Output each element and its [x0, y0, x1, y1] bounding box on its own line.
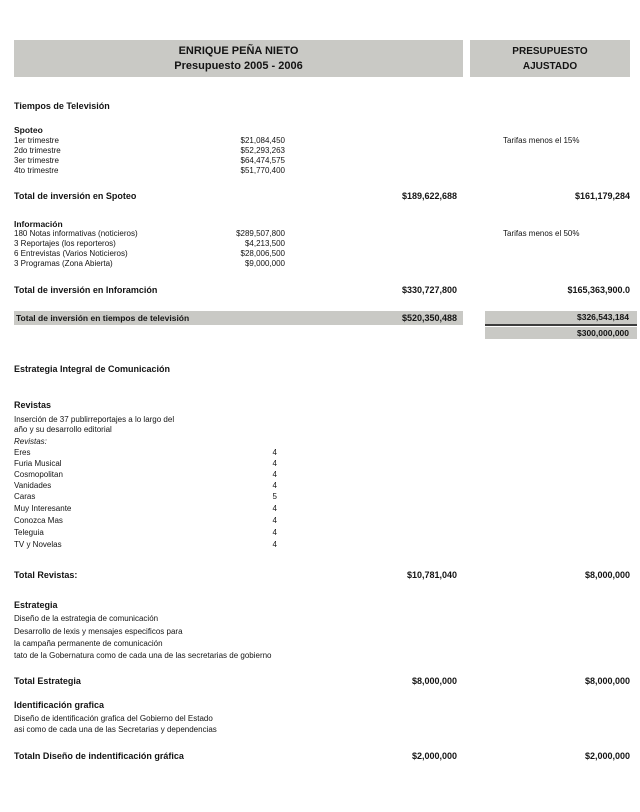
description-line	[0, 614, 640, 625]
subsection-title-informacion: Información	[14, 219, 63, 229]
total-label: Totaln Diseño de indentificación gráfica	[14, 751, 184, 761]
magazine-name: Eres	[14, 448, 31, 457]
row-label: 1er trimestre	[14, 136, 59, 145]
magazine-qty: 4	[272, 459, 277, 468]
table-row	[0, 259, 640, 270]
total-amount: $8,000,000	[411, 676, 457, 686]
magazine-qty: 4	[272, 528, 277, 537]
description-text: año y su desarrollo editorial	[14, 425, 112, 434]
magazine-qty: 4	[272, 448, 277, 457]
row-label: 3 Reportajes (los reporteros)	[14, 239, 116, 248]
magazine-qty: 4	[272, 504, 277, 513]
description-text: tato de la Gobernatura como de cada una de las secretarias de gobierno	[14, 651, 272, 660]
total-adjusted-amount: $8,000,000	[584, 676, 630, 686]
subsection-title-identificacion: Identificación grafica	[14, 700, 105, 710]
description-line	[0, 425, 640, 436]
list-item	[0, 481, 640, 492]
magazine-qty: 4	[272, 516, 277, 525]
section-title-estrategia-integral: Estrategia Integral de Comunicación	[14, 364, 171, 374]
magazine-qty: 5	[272, 492, 277, 501]
total-amount: $330,727,800	[401, 285, 457, 295]
grand-total-adjusted-final-amount: $300,000,000	[577, 328, 629, 338]
row-amount: $52,293,263	[240, 146, 285, 155]
magazine-name: Furia Musical	[14, 459, 62, 468]
magazine-name: Caras	[14, 492, 36, 501]
description-text: Diseño de la estrategia de comunicación	[14, 614, 159, 623]
subsection-title-spoteo: Spoteo	[14, 125, 43, 135]
list-item	[0, 528, 640, 539]
description-line	[0, 437, 640, 448]
magazine-name: Cosmopolitan	[14, 470, 63, 479]
row-amount: $51,770,400	[240, 166, 285, 175]
tariff-note: Tarifas menos el 50%	[503, 229, 580, 238]
row-label: 6 Entrevistas (Varios Noticieros)	[14, 249, 128, 258]
description-line	[0, 639, 640, 650]
grand-total-amount: $520,350,488	[401, 313, 457, 323]
total-amount: $10,781,040	[406, 570, 457, 580]
adjusted-budget-header-box	[470, 40, 630, 77]
total-label: Total de inversión en Spoteo	[14, 191, 137, 201]
row-label: 3er trimestre	[14, 156, 59, 165]
total-amount: $189,622,688	[401, 191, 457, 201]
magazine-name: Conozca Mas	[14, 516, 63, 525]
row-amount: $9,000,000	[244, 259, 285, 268]
adjusted-budget-header-line2: AJUSTADO	[522, 61, 578, 72]
document-title-line1: ENRIQUE PEÑA NIETO	[178, 45, 299, 57]
row-amount: $21,084,450	[240, 136, 285, 145]
grand-total-band	[14, 311, 463, 325]
description-text: la campaña permanente de comunicación	[14, 639, 163, 648]
row-label: 3 Programas (Zona Abierta)	[14, 259, 113, 268]
grand-total-adjusted-amount: $326,543,184	[577, 312, 629, 322]
total-row-identificacion	[0, 751, 640, 763]
adjusted-budget-header-line1: PRESUPUESTO	[512, 46, 588, 57]
total-adjusted-amount: $8,000,000	[584, 570, 630, 580]
subsection-title-revistas: Revistas	[14, 400, 52, 410]
description-text: asi como de cada una de las Secretarias y dependencias	[14, 725, 217, 734]
list-item	[0, 540, 640, 551]
magazine-name: Teleguia	[14, 528, 44, 537]
total-label: Total de inversión en Inforamción	[14, 285, 158, 295]
total-adjusted-amount: $161,179,284	[574, 191, 630, 201]
table-row	[0, 166, 640, 177]
tariff-note: Tarifas menos el 15%	[503, 136, 580, 145]
magazine-qty: 4	[272, 481, 277, 490]
total-amount: $2,000,000	[411, 751, 457, 761]
total-row-revistas	[0, 570, 640, 582]
grand-total-adjusted-final-box	[485, 327, 637, 339]
row-amount: $289,507,800	[236, 229, 285, 238]
total-row-spoteo	[0, 191, 640, 203]
section-title-tv: Tiempos de Televisión	[14, 101, 110, 111]
description-line	[0, 725, 640, 736]
magazine-name: Vanidades	[14, 481, 52, 490]
total-label: Total Estrategia	[14, 676, 81, 686]
magazine-name: TV y Novelas	[14, 540, 62, 549]
total-adjusted-amount: $2,000,000	[584, 751, 630, 761]
grand-total-label: Total de inversión en tiempos de televisión	[16, 313, 190, 323]
row-amount: $4,213,500	[244, 239, 285, 248]
row-amount: $64,474,575	[240, 156, 285, 165]
description-line	[0, 714, 640, 725]
magazine-list-label: Revistas:	[14, 437, 47, 446]
description-line	[0, 651, 640, 662]
magazine-name: Muy Interesante	[14, 504, 72, 513]
grand-total-adjusted-box	[485, 311, 637, 326]
description-line	[0, 627, 640, 638]
row-label: 2do trimestre	[14, 146, 61, 155]
row-amount: $28,006,500	[240, 249, 285, 258]
subsection-title-estrategia: Estrategia	[14, 600, 58, 610]
description-text: Diseño de identificación grafica del Gobierno del Estado	[14, 714, 213, 723]
description-text: Inserción de 37 publirreportajes a lo largo del	[14, 415, 175, 424]
magazine-qty: 4	[272, 470, 277, 479]
total-row-estrategia	[0, 676, 640, 688]
document-title-box	[14, 40, 463, 77]
document-title-line2: Presupuesto 2005 - 2006	[174, 60, 303, 72]
total-row-informacion	[0, 285, 640, 297]
magazine-qty: 4	[272, 540, 277, 549]
list-item	[0, 470, 640, 481]
total-label: Total Revistas:	[14, 570, 78, 580]
total-adjusted-amount: $165,363,900.0	[567, 285, 630, 295]
row-label: 180 Notas informativas (noticieros)	[14, 229, 138, 238]
list-item	[0, 516, 640, 527]
list-item	[0, 492, 640, 503]
list-item	[0, 504, 640, 515]
list-item	[0, 459, 640, 470]
row-label: 4to trimestre	[14, 166, 59, 175]
list-item	[0, 448, 640, 459]
description-text: Desarrollo de lexis y mensajes especificos para	[14, 627, 183, 636]
